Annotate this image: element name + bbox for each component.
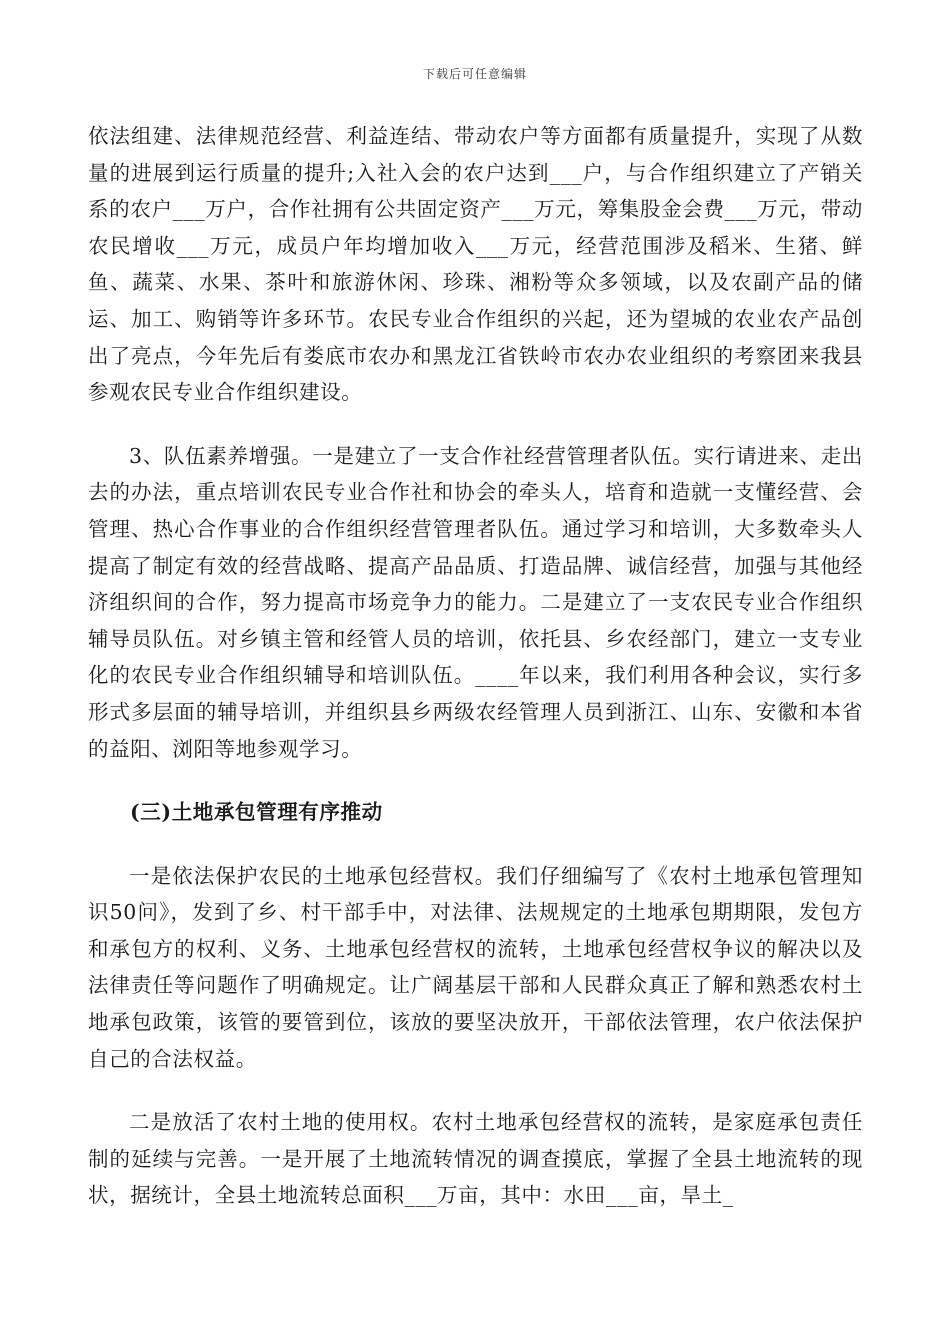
document-body (88, 118, 863, 1214)
page-header-note: 下载后可任意编辑 (422, 67, 527, 81)
paragraph-land-rights-protection: 一是依法保护农民的土地承包经营权。我们仔细编写了《农村土地承包管理知识50问》，发到了乡、村干部手中，对法律、法规规定的土地承包期期限，发包方和承包方的权利、义务、土地承包经营权的流转，土地承包经营权争议的解决以及法律责任等问题作了明确规定。让广阔基层干部和人民群众真正了解和熟悉农村土地承包政策，该管的要管到位，该放的要坚决放开，干部依法管理，农户依法保护自己的合法权益。 (88, 863, 863, 1071)
paragraph-cooperative-quality: 依法组建、法律规范经营、利益连结、带动农户等方面都有质量提升，实现了从数量的进展到运行质量的提升;入社入会的农户达到___户，与合作组织建立了产销关系的农户___万户，合作社拥有公共固定资产___万元，筹集股金会费___万元，带动农民增收___万元，成员户年均增加收入___万元，经营范围涉及稻米、生猪、鲜鱼、蔬菜、水果、茶叶和旅游休闲、珍珠、湘粉等众多领域，以及农副产品的储运、加工、购销等许多环节。农民专业合作组织的兴起，还为望城的农业农产品创出了亮点，今年先后有娄底市农办和黑龙江省铁岭市农办农业组织的考察团来我县参观农民专业合作组织建设。 (88, 124, 863, 405)
section-heading-land-contract: (三)土地承包管理有序推动 (130, 800, 383, 825)
paragraph-team-quality: 3、队伍素养增强。一是建立了一支合作社经营管理者队伍。实行请进来、走出去的办法，重点培训农民专业合作社和协会的牵头人，培育和造就一支懂经营、会管理、热心合作事业的合作组织经营管理者队伍。通过学习和培训，大多数牵头人提高了制定有效的经营战略、提高产品品质、打造品牌、诚信经营，加强与其他经济组织间的合作，努力提高市场竞争力的能力。二是建立了一支农民专业合作组织辅导员队伍。对乡镇主管和经管人员的培训，依托县、乡农经部门，建立一支专业化的农民专业合作组织辅导和培训队伍。____年以来，我们利用各种会议，实行多形式多层面的辅导培训，并组织县乡两级农经管理人员到浙江、山东、安徽和本省的益阳、浏阳等地参观学习。 (88, 443, 863, 761)
paragraph-land-use-rights: 二是放活了农村土地的使用权。农村土地承包经营权的流转，是家庭承包责任制的延续与完善。一是开展了土地流转情况的调查摸底，掌握了全县土地流转的现状，据统计，全县土地流转总面积___万亩，其中：水田___亩，旱土_ (88, 1110, 863, 1208)
